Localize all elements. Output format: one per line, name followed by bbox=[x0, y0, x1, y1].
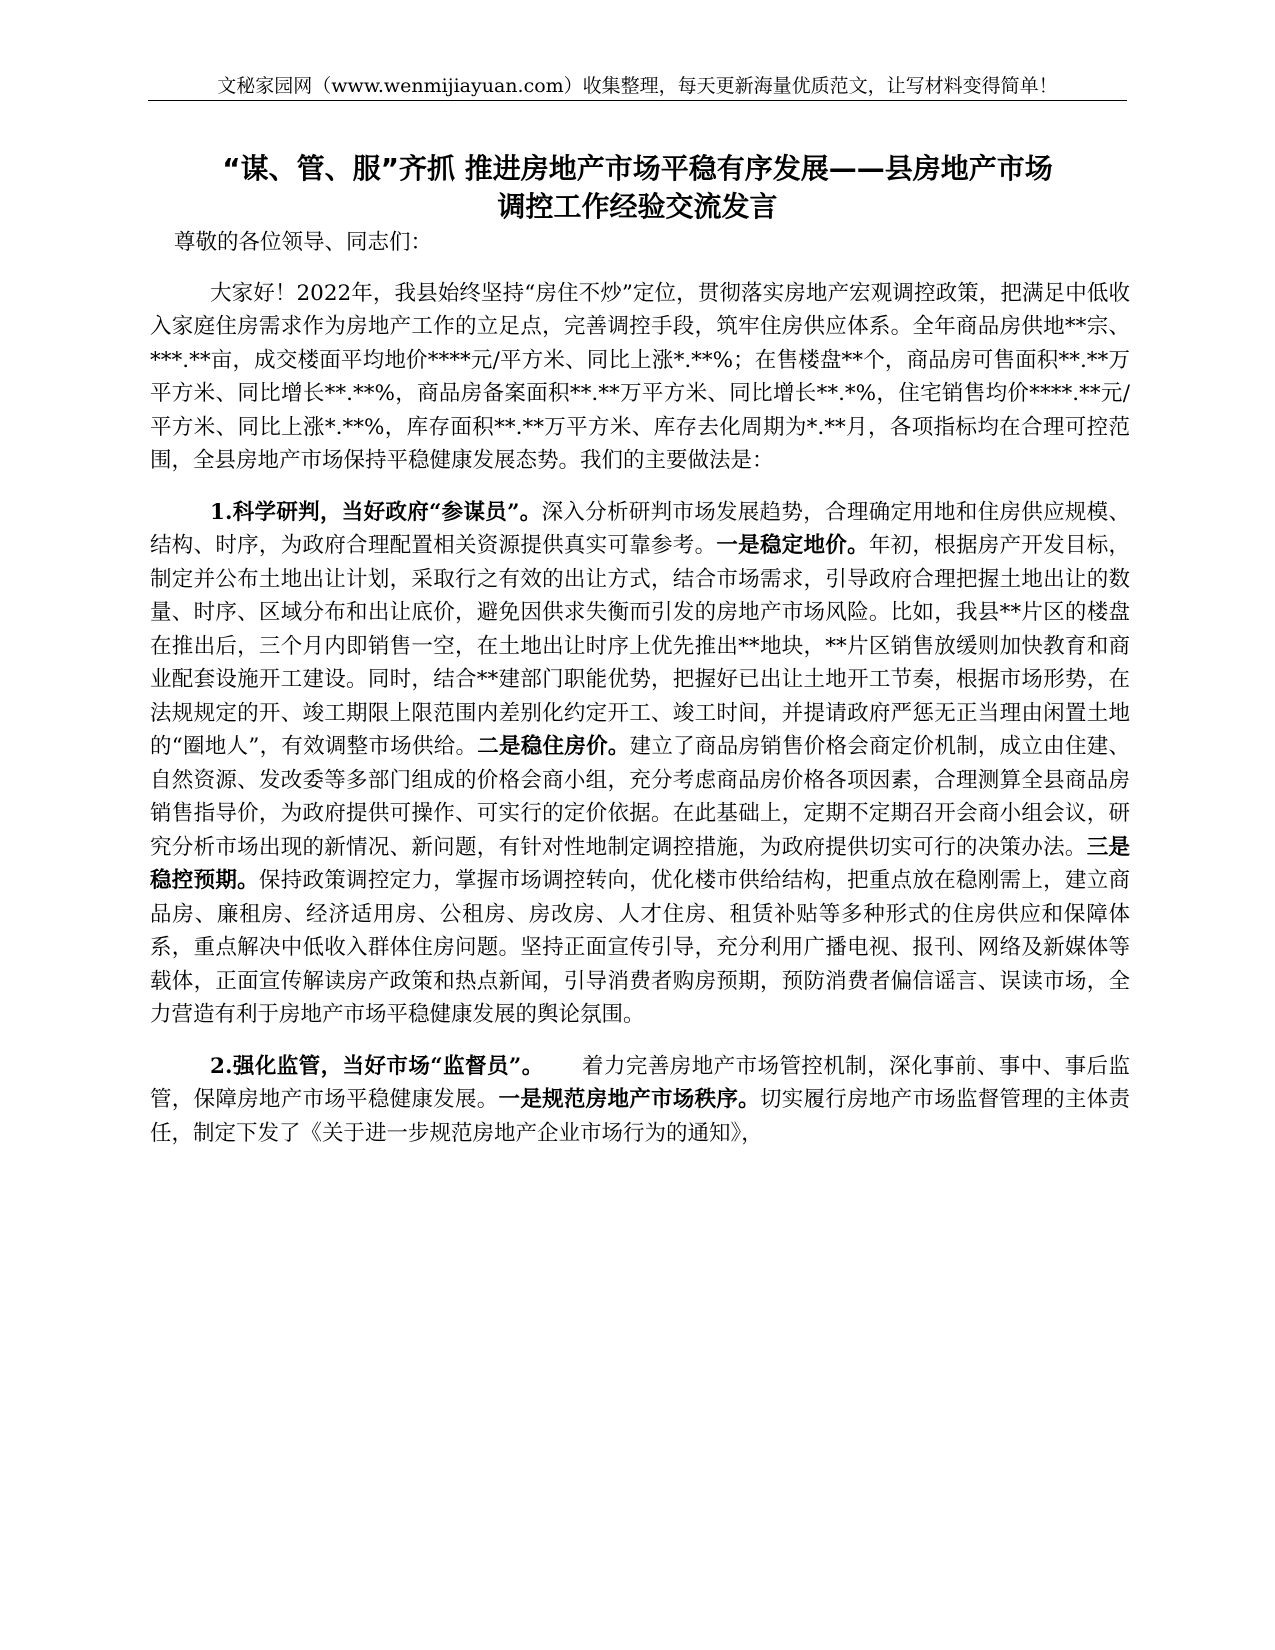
section-1-point-2-label: 二是稳住房价。 bbox=[477, 734, 630, 759]
section-1-point-2-text: 建立了商品房销售价格会商定价机制，成立由住建、自然资源、发改委等多部门组成的价格会商小组，充分考虑商品房价格各项因素，合理测算全县商品房销售指导价，为政府提供可操作、可实行的定价依据。在此基础上，定期不定期召开会商小组会议，研究分析市场出现的新情况、新问题，有针对性地制定调控措施，为政府提供切实可行的决策办法。 bbox=[150, 734, 1130, 860]
title-line-1: “谋、管、服”齐抓 推进房地产市场平稳有序发展——县房地产市场 bbox=[222, 152, 1053, 185]
section-1-point-3-label: 三是稳控预期。 bbox=[150, 834, 1130, 893]
document-title bbox=[148, 150, 1127, 226]
section-1-point-3-text: 保持政策调控定力，掌握市场调控转向，优化楼市供给结构，把重点放在稳刚需上，建立商品房、廉租房、经济适用房、公租房、房改房、人才住房、租赁补贴等多种形式的住房供应和保障体系，重点解决中低收入群体住房问题。坚持正面宣传引导，充分利用广播电视、报刊、网络及新媒体等载体，正面宣传解读房产政策和热点新闻，引导消费者购房预期，预防消费者偏信谣言、误读市场，全力营造有利于房地产市场平稳健康发展的舆论氛围。 bbox=[150, 868, 1130, 1027]
intro-paragraph: 大家好！2022年，我县始终坚持“房住不炒”定位，贯彻落实房地产宏观调控政策，把满足中低收入家庭住房需求作为房地产工作的立足点，完善调控手段，筑牢住房供应体系。全年商品房供地**宗、***.**亩，成交楼面平均地价****元/平方米、同比上涨*.**%；在售楼盘**个，商品房可售面积**.**万平方米、同比增长**.**%，商品房备案面积**.**万平方米、同比增长**.*%，住宅销售均价****.**元/平方米、同比上涨*.**%，库存面积**.**万平方米、库存去化周期为*.**月，各项指标均在合理可控范围，全县房地产市场保持平稳健康发展态势。我们的主要做法是： bbox=[150, 280, 1130, 473]
document-body bbox=[150, 226, 1130, 1150]
section-2-point-1-text: 切实履行房地产市场监督管理的主体责任，制定下发了《关于进一步规范房地产企业市场行为的通知》， bbox=[150, 1087, 1130, 1146]
section-2-heading: 2.强化监管，当好市场“监督员”。 bbox=[210, 1053, 544, 1079]
section-1-point-1-text: 年初，根据房产开发目标，制定并公布土地出让计划，采取行之有效的出让方式，结合市场需求，引导政府合理把握土地出让的数量、时序、区域分布和出让底价，避免因供求失衡而引发的房地产市场风险。比如，我县**片区的楼盘在推出后，三个月内即销售一空，在土地出让时序上优先推出**地块，**片区销售放缓则加快教育和商业配套设施开工建设。同时，结合**建部门职能优势，把握好已出让土地开工节奏，根据市场形势，在法规规定的开、竣工期限上限范围内差别化约定开工、竣工时间，并提请政府严惩无正当理由闲置土地的“圈地人”，有效调整市场供给。 bbox=[150, 533, 1130, 759]
section-2-paragraph bbox=[150, 1050, 1130, 1151]
greeting: 尊敬的各位领导、同志们： bbox=[174, 230, 433, 255]
section-1-text: 深入分析研判市场发展趋势，合理确定用地和住房供应规模、结构、时序，为政府合理配置相关资源提供真实可靠参考。 bbox=[150, 499, 1130, 558]
section-2-point-1-label: 一是规范房地产市场秩序。 bbox=[498, 1087, 760, 1112]
section-1-heading: 1.科学研判，当好政府“参谋员”。 bbox=[210, 499, 542, 525]
section-1-paragraph bbox=[150, 496, 1130, 1032]
section-2-text: 着力完善房地产市场管控机制，深化事前、事中、事后监管，保障房地产市场平稳健康发展。 bbox=[150, 1053, 1130, 1112]
header-divider bbox=[148, 100, 1127, 101]
section-1-point-1-label: 一是稳定地价。 bbox=[716, 533, 869, 558]
title-line-2: 调控工作经验交流发言 bbox=[497, 190, 778, 223]
page-header: 文秘家园网（www.wenmijiayuan.com）收集整理，每天更新海量优质范文，让写材料变得简单！ bbox=[217, 75, 1058, 97]
